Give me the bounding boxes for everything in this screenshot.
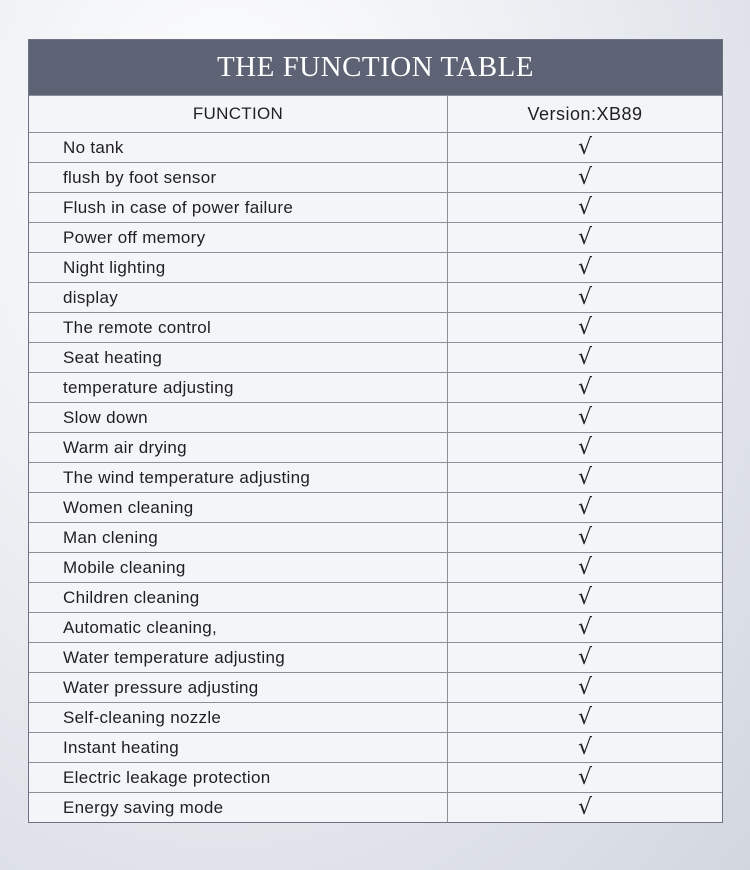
version-cell [448, 763, 722, 792]
version-cell [448, 733, 722, 762]
table-title: THE FUNCTION TABLE [29, 40, 722, 95]
table-row [29, 672, 722, 702]
version-cell [448, 703, 722, 732]
function-cell: The remote control [29, 313, 448, 342]
function-table [28, 39, 723, 823]
function-cell: Seat heating [29, 343, 448, 372]
check-mark-icon: √ [577, 584, 593, 610]
version-cell [448, 673, 722, 702]
column-header-function: FUNCTION [29, 96, 448, 132]
table-row [29, 342, 722, 372]
table-row [29, 372, 722, 402]
function-cell: Night lighting [29, 253, 448, 282]
version-cell [448, 163, 722, 192]
function-cell: Automatic cleaning, [29, 613, 448, 642]
version-cell [448, 493, 722, 522]
version-cell [448, 373, 722, 402]
check-mark-icon: √ [577, 434, 593, 460]
function-cell: Warm air drying [29, 433, 448, 462]
version-cell [448, 643, 722, 672]
table-row [29, 432, 722, 462]
version-cell [448, 313, 722, 342]
function-cell: Electric leakage protection [29, 763, 448, 792]
table-row [29, 282, 722, 312]
function-cell: Women cleaning [29, 493, 448, 522]
version-cell [448, 343, 722, 372]
function-cell: Instant heating [29, 733, 448, 762]
function-cell: Children cleaning [29, 583, 448, 612]
version-cell [448, 463, 722, 492]
version-cell [448, 253, 722, 282]
function-cell: Man clening [29, 523, 448, 552]
version-cell [448, 403, 722, 432]
table-row [29, 462, 722, 492]
table-row [29, 492, 722, 522]
version-cell [448, 613, 722, 642]
check-mark-icon: √ [577, 644, 593, 670]
function-cell: Flush in case of power failure [29, 193, 448, 222]
version-cell [448, 433, 722, 462]
check-mark-icon: √ [577, 794, 593, 820]
version-cell [448, 223, 722, 252]
check-mark-icon: √ [577, 734, 593, 760]
function-cell: Energy saving mode [29, 793, 448, 822]
function-cell: Water temperature adjusting [29, 643, 448, 672]
check-mark-icon: √ [577, 554, 593, 580]
check-mark-icon: √ [577, 254, 593, 280]
table-row [29, 732, 722, 762]
check-mark-icon: √ [577, 704, 593, 730]
check-mark-icon: √ [577, 464, 593, 490]
check-mark-icon: √ [577, 284, 593, 310]
version-cell [448, 523, 722, 552]
function-cell: Power off memory [29, 223, 448, 252]
version-cell [448, 553, 722, 582]
check-mark-icon: √ [577, 494, 593, 520]
table-row [29, 792, 722, 822]
table-row [29, 132, 722, 162]
check-mark-icon: √ [577, 164, 593, 190]
check-mark-icon: √ [577, 194, 593, 220]
check-mark-icon: √ [577, 224, 593, 250]
version-cell [448, 283, 722, 312]
function-cell: Mobile cleaning [29, 553, 448, 582]
table-row [29, 552, 722, 582]
table-row [29, 192, 722, 222]
function-cell: display [29, 283, 448, 312]
table-header-row [29, 95, 722, 132]
table-row [29, 582, 722, 612]
table-row [29, 762, 722, 792]
function-cell: No tank [29, 133, 448, 162]
check-mark-icon: √ [577, 374, 593, 400]
column-header-version: Version:XB89 [527, 103, 643, 124]
version-cell [448, 133, 722, 162]
check-mark-icon: √ [577, 314, 593, 340]
table-row [29, 312, 722, 342]
table-row [29, 702, 722, 732]
function-cell: temperature adjusting [29, 373, 448, 402]
check-mark-icon: √ [577, 344, 593, 370]
table-row [29, 402, 722, 432]
table-row [29, 612, 722, 642]
table-body [29, 132, 722, 822]
table-row [29, 642, 722, 672]
check-mark-icon: √ [577, 614, 593, 640]
function-cell: Slow down [29, 403, 448, 432]
version-cell [448, 193, 722, 222]
check-mark-icon: √ [577, 674, 593, 700]
function-cell: The wind temperature adjusting [29, 463, 448, 492]
version-cell [448, 793, 722, 822]
function-cell: Self-cleaning nozzle [29, 703, 448, 732]
check-mark-icon: √ [577, 524, 593, 550]
function-cell: Water pressure adjusting [29, 673, 448, 702]
version-cell [448, 583, 722, 612]
table-row [29, 252, 722, 282]
table-row [29, 522, 722, 552]
table-row [29, 222, 722, 252]
table-row [29, 162, 722, 192]
function-cell: flush by foot sensor [29, 163, 448, 192]
check-mark-icon: √ [577, 134, 593, 160]
check-mark-icon: √ [577, 764, 593, 790]
check-mark-icon: √ [577, 404, 593, 430]
